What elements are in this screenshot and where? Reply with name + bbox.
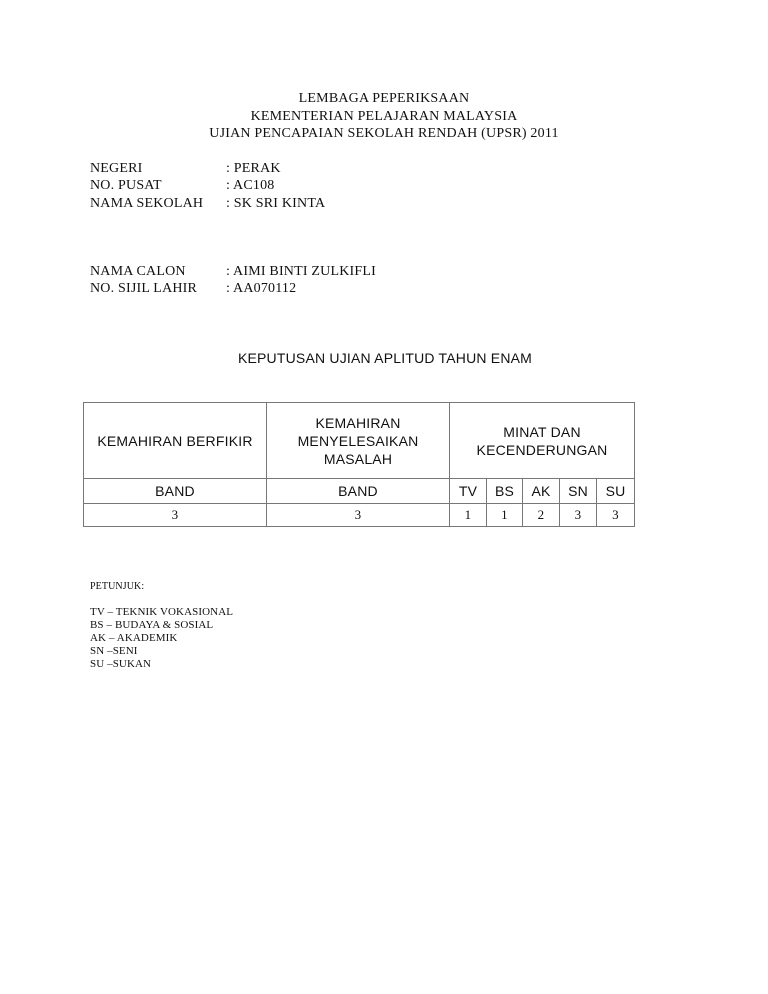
school-value: : SK SRI KINTA (226, 195, 326, 211)
interest-value-bs: 1 (487, 504, 523, 527)
birth-cert-label: NO. SIJIL LAHIR (90, 281, 198, 297)
interest-value-tv: 1 (450, 504, 487, 527)
interest-code-su: SU (597, 479, 635, 504)
candidate-name-label: NAMA CALON (90, 264, 186, 279)
legend-item: TV – TEKNIK VOKASIONAL (90, 606, 234, 618)
interest-header-line: KECENDERUNGAN (476, 441, 608, 458)
problem-solving-band-value: 3 (267, 504, 450, 527)
table-value-row (84, 504, 635, 527)
problem-solving-header-line: MASALAH (323, 450, 393, 467)
problem-solving-header-line: MENYELESAIKAN (297, 432, 419, 449)
interest-header (450, 403, 635, 479)
legend-item: SU –SUKAN (90, 658, 152, 670)
header-line-3: UJIAN PENCAPAIAN SEKOLAH RENDAH (UPSR) 2011 (209, 126, 559, 141)
table-header-row (84, 403, 635, 479)
legend (90, 580, 233, 671)
state-value: : PERAK (226, 161, 281, 176)
legend-item: SN –SENI (90, 645, 138, 657)
candidate-name-value: : AIMI BINTI ZULKIFLI (226, 264, 377, 279)
legend-item: BS – BUDAYA & SOSIAL (90, 619, 214, 631)
interest-code-ak: AK (523, 479, 560, 504)
legend-item: AK – AKADEMIK (90, 632, 178, 644)
center-value: : AC108 (226, 178, 275, 194)
thinking-skills-header: KEMAHIRAN BERFIKIR (84, 403, 267, 479)
interest-value-su: 3 (597, 504, 635, 527)
problem-solving-band-label: BAND (267, 479, 450, 504)
center-row (90, 177, 325, 194)
thinking-band-value: 3 (84, 504, 267, 527)
school-label: NAMA SEKOLAH (90, 195, 204, 211)
birth-cert-row (90, 280, 376, 297)
legend-title: PETUNJUK: (90, 581, 145, 592)
candidate-info (90, 263, 376, 298)
interest-header-line: MINAT DAN (503, 423, 581, 440)
problem-solving-header (267, 403, 450, 479)
center-label: NO. PUSAT (90, 178, 162, 194)
school-info (90, 160, 325, 212)
table-subheader-row (84, 479, 635, 504)
birth-cert-value: : AA070112 (226, 281, 297, 297)
result-title: KEPUTUSAN UJIAN APLITUD TAHUN ENAM (237, 350, 533, 366)
school-row (90, 195, 325, 212)
interest-code-tv: TV (450, 479, 487, 504)
document-header (0, 90, 768, 143)
problem-solving-header-line: KEMAHIRAN (315, 414, 401, 431)
candidate-name-row (90, 263, 376, 280)
interest-code-bs: BS (487, 479, 523, 504)
header-line-1: LEMBAGA PEPERIKSAAN (298, 91, 470, 106)
interest-code-sn: SN (560, 479, 597, 504)
interest-value-sn: 3 (560, 504, 597, 527)
interest-value-ak: 2 (523, 504, 560, 527)
header-line-2: KEMENTERIAN PELAJARAN MALAYSIA (250, 108, 518, 124)
results-table (83, 402, 635, 527)
state-row (90, 160, 325, 177)
thinking-band-label: BAND (84, 479, 267, 504)
state-label: NEGERI (90, 161, 143, 176)
